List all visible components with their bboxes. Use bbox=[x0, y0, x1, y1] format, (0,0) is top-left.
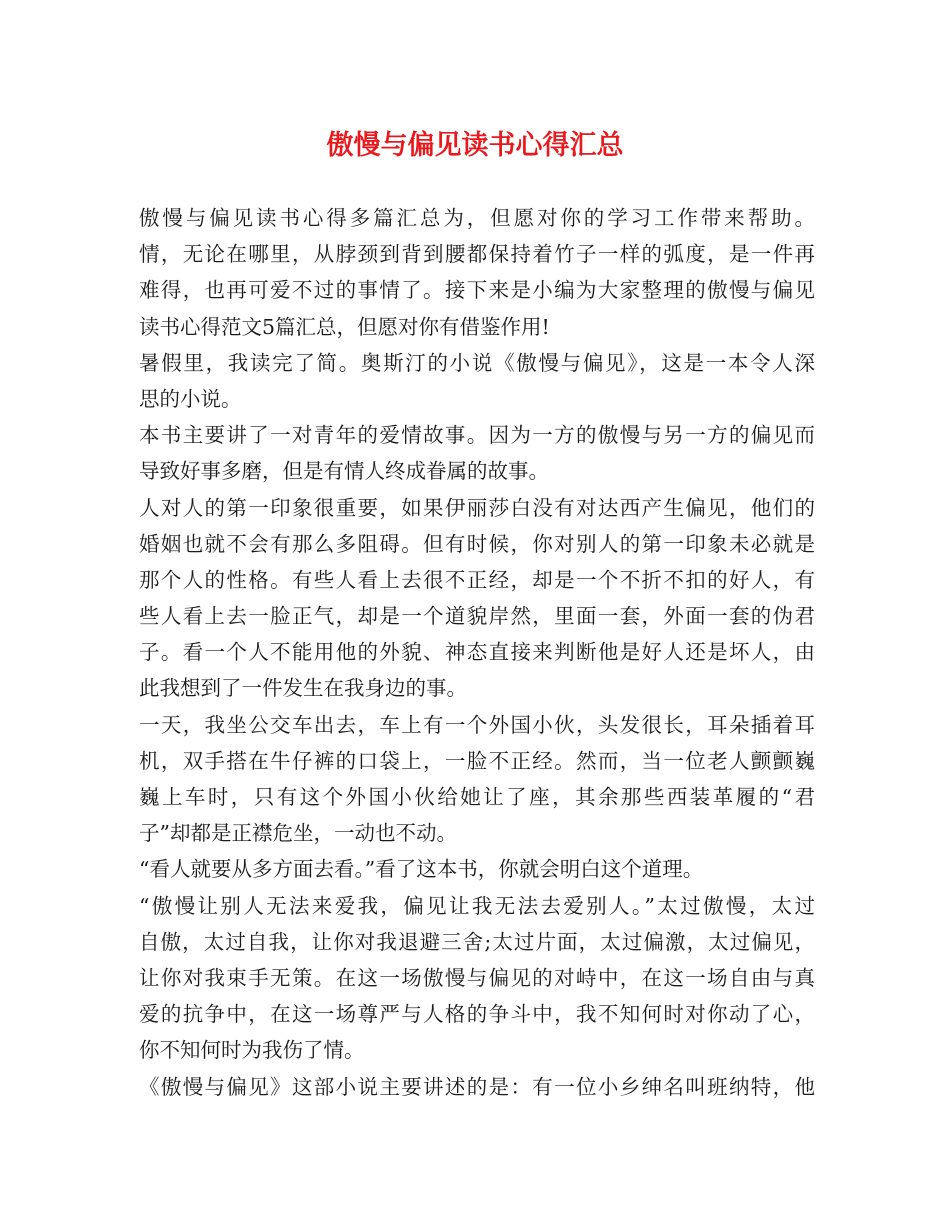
document-title: 傲慢与偏见读书心得汇总 bbox=[326, 130, 624, 161]
text-line: 一天，我坐公交车出去，车上有一个外国小伙，头发很长，耳朵插着耳 bbox=[139, 712, 815, 737]
text-line: 傲慢与偏见读书心得多篇汇总为，但愿对你的学习工作带来帮助。 bbox=[139, 206, 815, 230]
text-line: 婚姻也就不会有那么多阻碍。但有时候，你对别人的第一印象未必就是 bbox=[139, 531, 815, 556]
text-line: 爱的抗争中，在这一场尊严与人格的争斗中，我不知何时对你动了心， bbox=[139, 1002, 815, 1027]
text-line: 思的小说。 bbox=[139, 386, 242, 411]
text-line: 子。看一个人不能用他的外貌、神态直接来判断他是好人还是坏人，由 bbox=[139, 640, 815, 665]
text-line: 那个人的性格。有些人看上去很不正经，却是一个不折不扣的好人，有 bbox=[139, 567, 815, 592]
text-line: 此我想到了一件发生在我身边的事。 bbox=[139, 676, 467, 701]
text-line: 自傲，太过自我，让你对我退避三舍;太过片面，太过偏激，太过偏见， bbox=[139, 929, 815, 954]
text-line: 些人看上去一脸正气，却是一个道貌岸然，里面一套，外面一套的伪君 bbox=[139, 604, 815, 629]
text-line: 你不知何时为我伤了情。 bbox=[139, 1038, 365, 1063]
text-line: “傲慢让别人无法来爱我，偏见让我无法去爱别人。”太过傲慢，太过 bbox=[139, 893, 815, 918]
text-line: “看人就要从多方面去看。”看了这本书，你就会明白这个道理。 bbox=[139, 857, 704, 882]
text-line: 暑假里，我读完了简。奥斯汀的小说《傲慢与偏见》，这是一本令人深 bbox=[139, 350, 815, 375]
text-line: 让你对我束手无策。在这一场傲慢与偏见的对峙中，在这一场自由与真 bbox=[139, 965, 815, 990]
text-line: 本书主要讲了一对青年的爱情故事。因为一方的傲慢与另一方的偏见而 bbox=[139, 423, 815, 448]
text-line: 子”却都是正襟危坐，一动也不动。 bbox=[139, 821, 457, 846]
text-line: 机，双手搭在牛仔裤的口袋上，一脸不正经。然而，当一位老人颤颤巍 bbox=[139, 748, 815, 773]
text-line: 读书心得范文5篇汇总，但愿对你有借鉴作用! bbox=[139, 314, 550, 339]
document-body bbox=[139, 200, 815, 1105]
text-line: 情，无论在哪里，从脖颈到背到腰都保持着竹子一样的弧度，是一件再 bbox=[139, 242, 815, 267]
text-line: 巍上车时，只有这个外国小伙给她让了座，其余那些西装革履的“君 bbox=[139, 785, 815, 809]
text-line: 《傲慢与偏见》这部小说主要讲述的是：有一位小乡绅名叫班纳特，他 bbox=[139, 1074, 815, 1099]
text-line: 难得，也再可爱不过的事情了。接下来是小编为大家整理的傲慢与偏见 bbox=[139, 278, 815, 303]
text-line: 导致好事多磨，但是有情人终成眷属的故事。 bbox=[139, 459, 549, 484]
text-line: 人对人的第一印象很重要，如果伊丽莎白没有对达西产生偏见，他们的 bbox=[139, 495, 815, 520]
